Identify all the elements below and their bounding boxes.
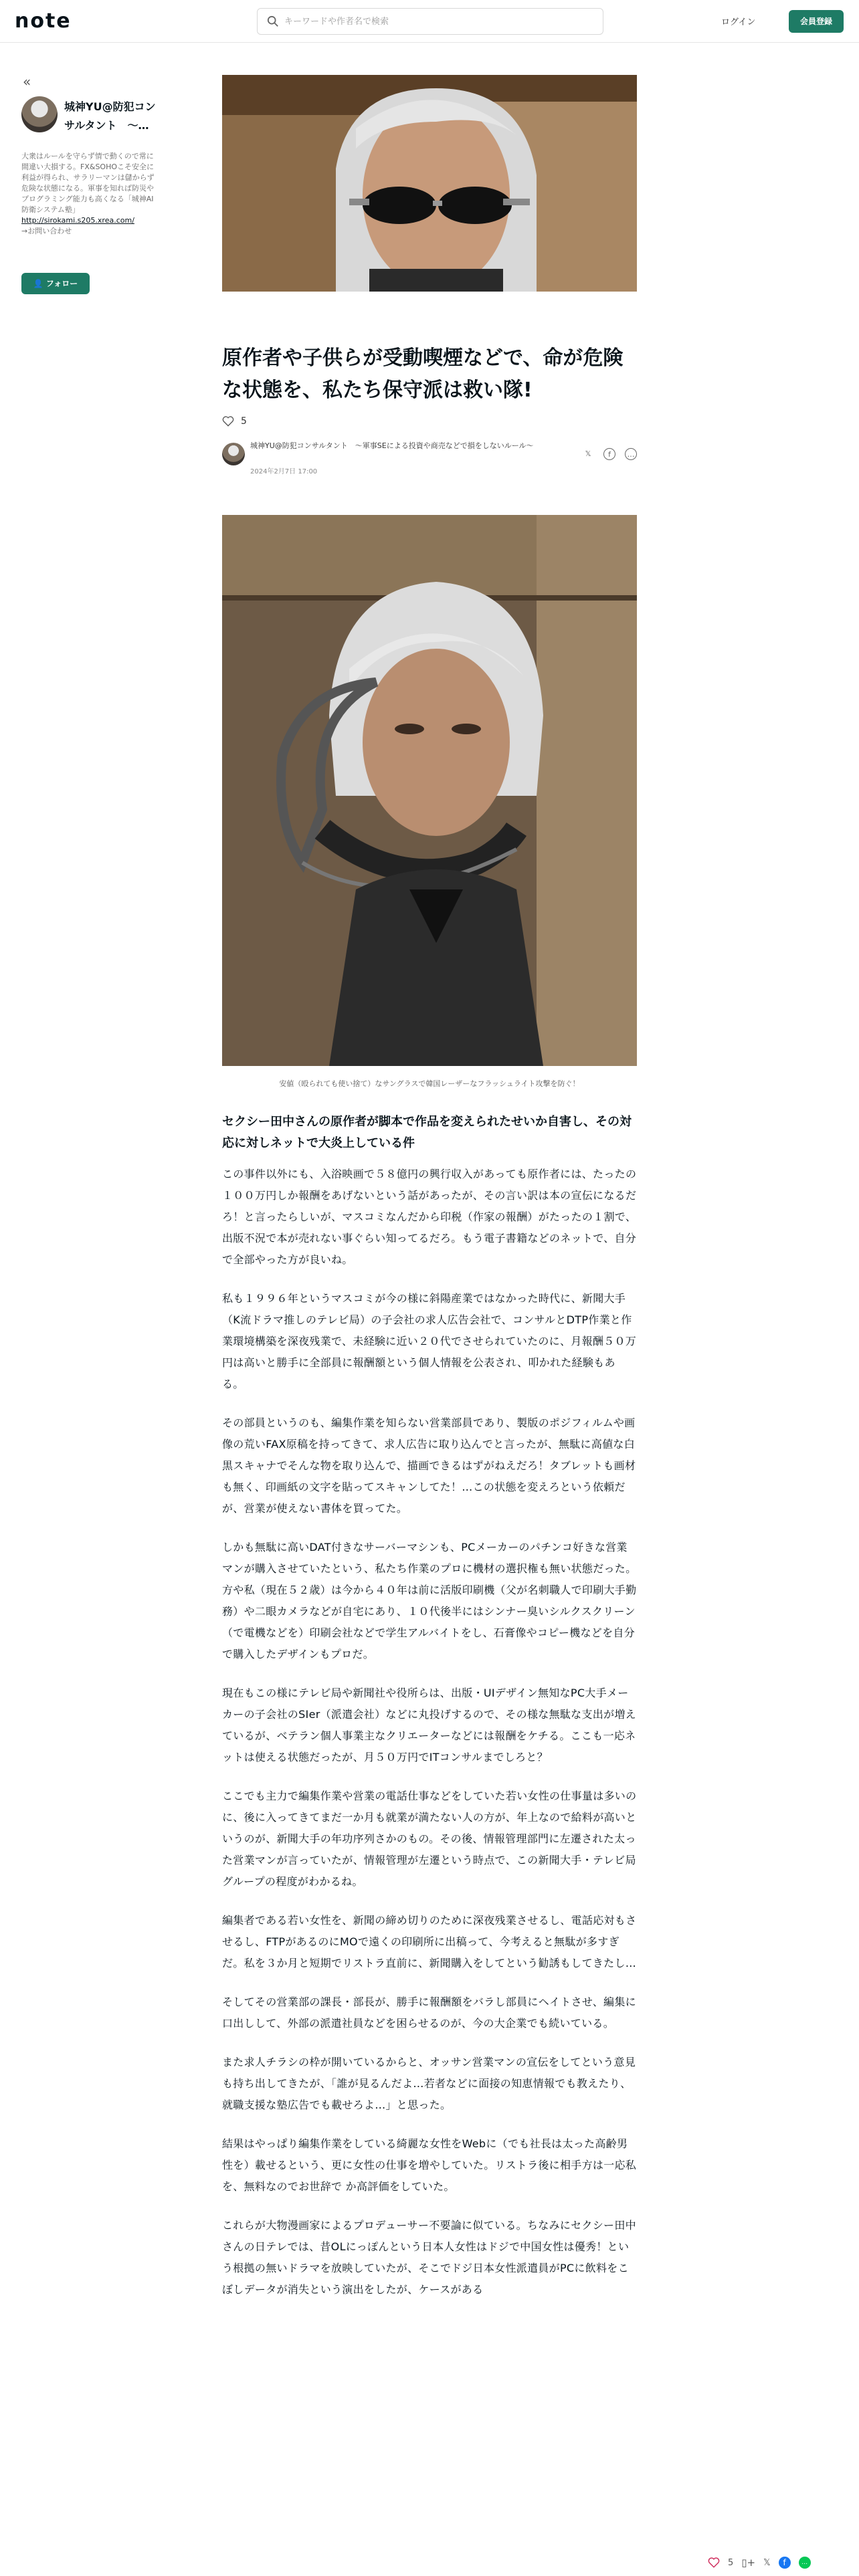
facebook-share-icon[interactable]: f (603, 448, 615, 460)
photo-caption: 安値（殴られても使い捨て）なサングラスで韓国レーザーなフラッシュライト攻撃を防ぐ！ (279, 1079, 580, 1088)
paragraph: この事件以外にも、入浴映画で５８億円の興行収入があっても原作者には、たったの１００万円しか報酬をあげないという話があったが、その言い訳は本の宣伝になるだろ！と言ったらしいが、マスコミなんだから印税（作家の報酬）がたったの１割で、出版不況で本が売れない事ぐらい知ってるだろ。もう電子書籍などのネットで、自分で全部やった方が良いね。 (222, 1168, 637, 1266)
paragraph: 現在もこの様にテレビ局や新聞社や役所らは、出版・UIデザイン無知なPC大手メーカーの子会社のSIer（派遣会社）などに丸投げするので、その様な無駄な支出が増えているが、ベテラン個人事業主なクリエーターなどには報酬をケチる。ここも一応ネットは使える状態だったが、月５０万円でITコンサルまでしろと？ (222, 1687, 636, 1763)
heart-icon[interactable] (222, 415, 234, 427)
floating-action-bar (708, 2549, 859, 2576)
share-buttons (582, 448, 637, 460)
site-header (0, 0, 859, 43)
like-row (222, 413, 637, 429)
search-input[interactable] (284, 9, 592, 34)
x-share-icon[interactable]: 𝕏 (763, 2557, 771, 2568)
article-title: 原作者や子供らが受動喫煙などで、命が危険な状態を、私たち保守派は救い隊! (222, 346, 624, 402)
person-add-icon: 👤 (33, 279, 43, 288)
search-box[interactable] (257, 8, 603, 35)
bio-text: 大衆はルールを守らず情で動くので常に間違い大損する。FX&SOHOこそ安全に利益が得られ、サラリーマンは儲からず危険な状態になる。軍事を知れば防災やプログラミング能力も高くなる「城神AI防衛システム塾」 (21, 152, 155, 214)
post-date: 2024年2月7日 17:00 (250, 468, 318, 475)
hero-image (222, 75, 637, 292)
facebook-share-icon[interactable]: f (779, 2557, 791, 2569)
bio-link[interactable]: http://sirokami.s205.xrea.com/ (21, 216, 134, 225)
hero-photo (222, 75, 637, 292)
paragraph: しかも無駄に高いDAT付きなサーバーマシンも、PCメーカーのパチンコ好きな営業マンが購入させていたという、私たち作業のプロに機材の選択権も無い状態だった。方や私（現在５２歳）は今から４０年は前に活版印刷機（父が名刺職人で印刷大手勤務）や二眼カメラなどが自宅にあり、１０代後半にはシンナー臭いシルクスクリーン（で電機などを）印刷会社などで学生アルバイトをし、石膏像やコピー機などを自分で購入したデザインもプロだ。 (222, 1541, 637, 1660)
paragraph: その部員というのも、編集作業を知らない営業部員であり、製版のポジフィルムや画像の荒いFAX原稿を持ってきて、求人広告に取り込んでと言ったが、無駄に高値な白黒スキャナでそんな物を取り込んで、描画できるはずがねえだろ！タブレットも画材も無く、印画紙の文字を貼ってスキャンしてた！…この状態を変えろという依頼だが、営業が使えない書体を買ってた。 (222, 1416, 636, 1515)
heart-icon[interactable] (708, 2557, 720, 2569)
author-row (222, 441, 637, 475)
author-name[interactable]: 城神YU@防犯コンサルタント 〜軍事SEによる投資や商売などで損をしないルール〜 (250, 441, 534, 450)
like-count: 5 (241, 416, 247, 427)
sidebar-bio (21, 151, 161, 237)
login-link[interactable]: ログイン (721, 17, 756, 27)
x-share-icon[interactable]: 𝕏 (585, 449, 591, 458)
sunglasses-photo (222, 515, 637, 1066)
collapse-sidebar-icon[interactable]: « (23, 74, 31, 90)
section-heading: セクシー田中さんの原作者が脚本で作品を変えられたせいか自害し、その対応に対しネットで大炎上している件 (222, 1115, 632, 1150)
author-avatar-small[interactable] (222, 443, 245, 465)
contact-link[interactable]: →お問い合わせ (21, 227, 72, 235)
paragraph: 私も１９９６年というマスコミが今の様に斜陽産業ではなかった時代に、新聞大手（K流ドラマ推しのテレビ局）の子会社の求人広告会社で、コンサルとDTP作業と作業環境構築を深夜残業で、未経験に近い２０代でさせられていたのに、月報酬５０万円は高いと勝手に全部員に報酬額という個人情報を公表され、叩かれた経験もある。 (222, 1292, 637, 1390)
paragraph: そしてその営業部の課長・部長が、勝手に報酬額をバラし部員にヘイトさせ、編集に口出しして、外部の派遣社員などを困らせるのが、今の大企業でも続いている。 (222, 1996, 636, 2030)
article (222, 75, 637, 2300)
paragraph: これらが大物漫画家によるプロデューサー不要論に似ている。ちなみにセクシー田中さんの日テレでは、昔OLにっぽんという日本人女性はドジで中国女性は優秀！という根拠の無いドラマを放映していたが、そこでドジ日本女性派遣員がPCに飲料をこぼしデータが消失という演出をしたが、ケースがある (222, 2219, 636, 2296)
magazine-add-icon[interactable]: ▯+ (741, 2557, 756, 2569)
search-icon (267, 15, 279, 27)
paragraph: 結果はやっぱり編集作業をしている綺麗な女性をWebに（でも社長は太った高齢男性を）載せるという、更に女性の仕事を増やしていた。リストラ後に相手方は一応私を、無料なのでお世辞で か高評価をしていた。 (222, 2137, 637, 2193)
article-photo (222, 515, 637, 1066)
follow-label: フォロー (45, 279, 78, 288)
paragraph: 編集者である若い女性を、新聞の締め切りのために深夜残業させるし、電話応対もさせるし、FTPがあるのにMOで遠くの印刷所に出稿って、今考えると無駄が多すぎだ。私を３か月と短期でリストラ直前に、新聞購入をしてという勧誘もしてきたし… (222, 1914, 637, 1969)
signup-button[interactable]: 会員登録 (789, 10, 844, 33)
paragraph: また求人チラシの枠が開いているからと、オッサン営業マンの宣伝をしてという意見も持ち出してきたが、「誰が見るんだよ…若者などに面接の知恵情報でも教えたり、就職支援な塾広告でも載せろよ…」と思った。 (222, 2056, 636, 2111)
note-logo[interactable]: note (15, 9, 72, 33)
sidebar-author-name[interactable]: 城神YU@防犯コンサルタント 〜… (64, 100, 156, 132)
author-avatar[interactable] (21, 96, 58, 132)
paragraph: ここでも主力で編集作業や営業の電話仕事などをしていた若い女性の仕事量は多いのに、後に入ってきてまだ一か月も就業が満たない人の方が、年上なので給料が高いというのが、新聞大手の年功序列さかのもの。その後、情報管理部門に左遷された太った営業マンが言っていたが、情報管理が左遷という時点で、この新聞大手・テレビ局グループの程度がわかるね。 (222, 1790, 637, 1888)
follow-button[interactable] (21, 273, 90, 294)
line-share-icon[interactable]: … (799, 2557, 811, 2569)
line-share-icon[interactable]: … (625, 448, 637, 460)
bottom-like-count: 5 (728, 2557, 734, 2568)
